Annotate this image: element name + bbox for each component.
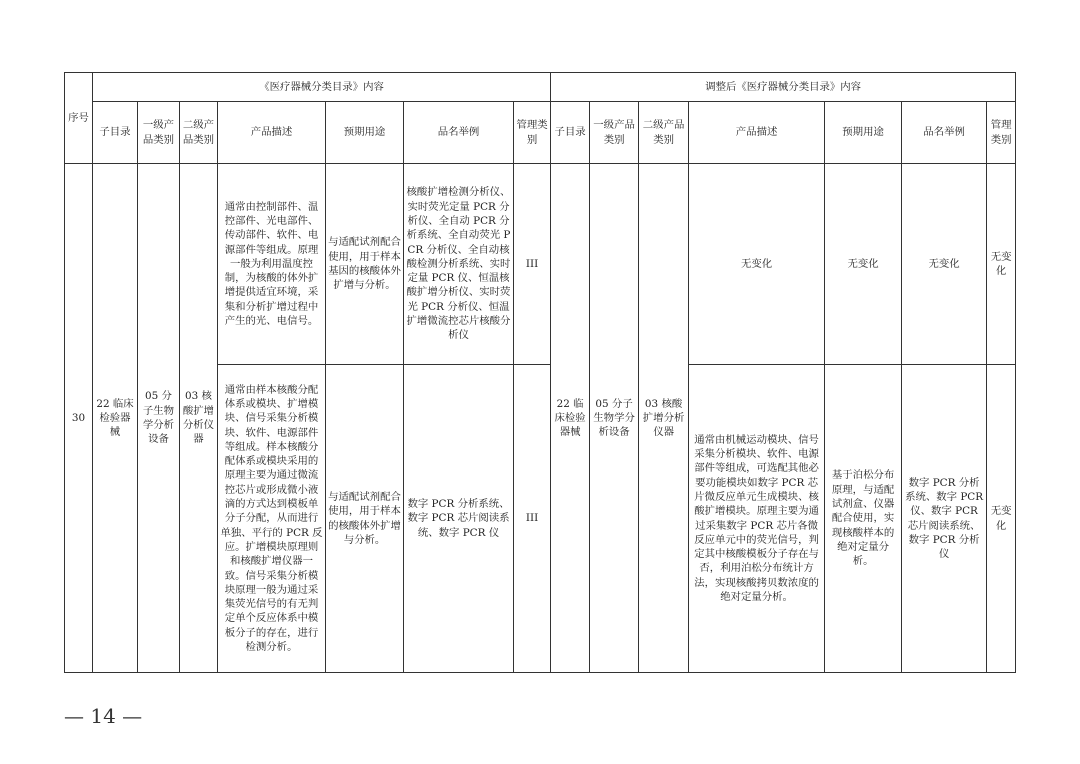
- original-category-1: 05 分子生物学分析设备: [138, 164, 180, 673]
- row2-adjusted-examples: 数字 PCR 分析系统、数字 PCR 仪、数字 PCR 芯片阅读系统、数字 PCR 分析仪: [902, 365, 987, 673]
- header-intended-use: 预期用途: [326, 102, 404, 164]
- row2-adjusted-intended-use: 基于泊松分布原理，与适配试剂盒、仪器配合使用，实现核酸样本的绝对定量分析。: [825, 365, 902, 673]
- header-adjusted-category-2: 二级产品类别: [639, 102, 689, 164]
- header-sub-directory: 子目录: [93, 102, 138, 164]
- row1-examples: 核酸扩增检测分析仪、实时荧光定量 PCR 分析仪、全自动 PCR 分析系统、全自动荧光 PCR 分析仪、全自动核酸检测分析系统、实时定量 PCR 仪、恒温核酸扩增分析仪、实时荧光 PCR 分析仪、恒温扩增微流控芯片核酸分析仪: [404, 164, 514, 365]
- row2-adjusted-management-class: 无变化: [987, 365, 1016, 673]
- header-category-2: 二级产品类别: [180, 102, 218, 164]
- original-category-2: 03 核酸扩增分析仪器: [180, 164, 218, 673]
- row1-description: 通常由控制部件、温控部件、光电部件、传动部件、软件、电源部件等组成。原理一般为利用温度控制，为核酸的体外扩增提供适宜环境，采集和分析扩增过程中产生的光、电信号。: [218, 164, 326, 365]
- row1-adjusted-examples: 无变化: [902, 164, 987, 365]
- header-adjusted-category-1: 一级产品类别: [590, 102, 639, 164]
- header-adjusted-examples: 品名举例: [902, 102, 987, 164]
- header-examples: 品名举例: [404, 102, 514, 164]
- original-sub-directory: 22 临床检验器械: [93, 164, 138, 673]
- row1-adjusted-management-class: 无变化: [987, 164, 1016, 365]
- row-index: 30: [65, 164, 93, 673]
- row1-management-class: III: [514, 164, 551, 365]
- row2-description: 通常由样本核酸分配体系或模块、扩增模块、信号采集分析模块、软件、电源部件等组成。样本核酸分配体系或模块采用的原理主要为通过微流控芯片或形成微小液滴的方式达到模板单分子分配，从而进行单独、平行的 PCR 反应。扩增模块原理则和核酸扩增仪器一致。信号采集分析模块原理一般为通过采集荧光信号的有无判定单个反应体系中模板分子的存在，进行检测分析。: [218, 365, 326, 673]
- group-title-original: 《医疗器械分类目录》内容: [93, 73, 551, 102]
- page-number: — 14 —: [64, 704, 143, 728]
- header-index: 序号: [65, 73, 93, 164]
- header-management-class: 管理类别: [514, 102, 551, 164]
- row2-adjusted-description: 通常由机械运动模块、信号采集分析模块、软件、电源部件等组成，可选配其他必要功能模块如数字 PCR 芯片微反应单元生成模块、核酸扩增模块。原理主要为通过采集数字 PCR 芯片各微反应单元中的荧光信号，判定其中核酸模板分子存在与否，利用泊松分布统计方法，实现核酸拷贝数浓度的绝对定量分析。: [689, 365, 825, 673]
- header-category-1: 一级产品类别: [138, 102, 180, 164]
- row2-intended-use: 与适配试剂配合使用，用于样本的核酸体外扩增与分析。: [326, 365, 404, 673]
- header-adjusted-sub-directory: 子目录: [551, 102, 590, 164]
- adjusted-sub-directory: 22 临床检验器械: [551, 164, 590, 673]
- row1-adjusted-description: 无变化: [689, 164, 825, 365]
- header-adjusted-intended-use: 预期用途: [825, 102, 902, 164]
- row2-management-class: III: [514, 365, 551, 673]
- row2-examples: 数字 PCR 分析系统、数字 PCR 芯片阅读系统、数字 PCR 仪: [404, 365, 514, 673]
- classification-table: [64, 72, 1016, 673]
- adjusted-category-2: 03 核酸扩增分析仪器: [639, 164, 689, 673]
- row1-intended-use: 与适配试剂配合使用，用于样本基因的核酸体外扩增与分析。: [326, 164, 404, 365]
- group-title-adjusted: 调整后《医疗器械分类目录》内容: [551, 73, 1016, 102]
- header-description: 产品描述: [218, 102, 326, 164]
- adjusted-category-1: 05 分子生物学分析设备: [590, 164, 639, 673]
- header-adjusted-description: 产品描述: [689, 102, 825, 164]
- header-adjusted-management-class: 管理类别: [987, 102, 1016, 164]
- row1-adjusted-intended-use: 无变化: [825, 164, 902, 365]
